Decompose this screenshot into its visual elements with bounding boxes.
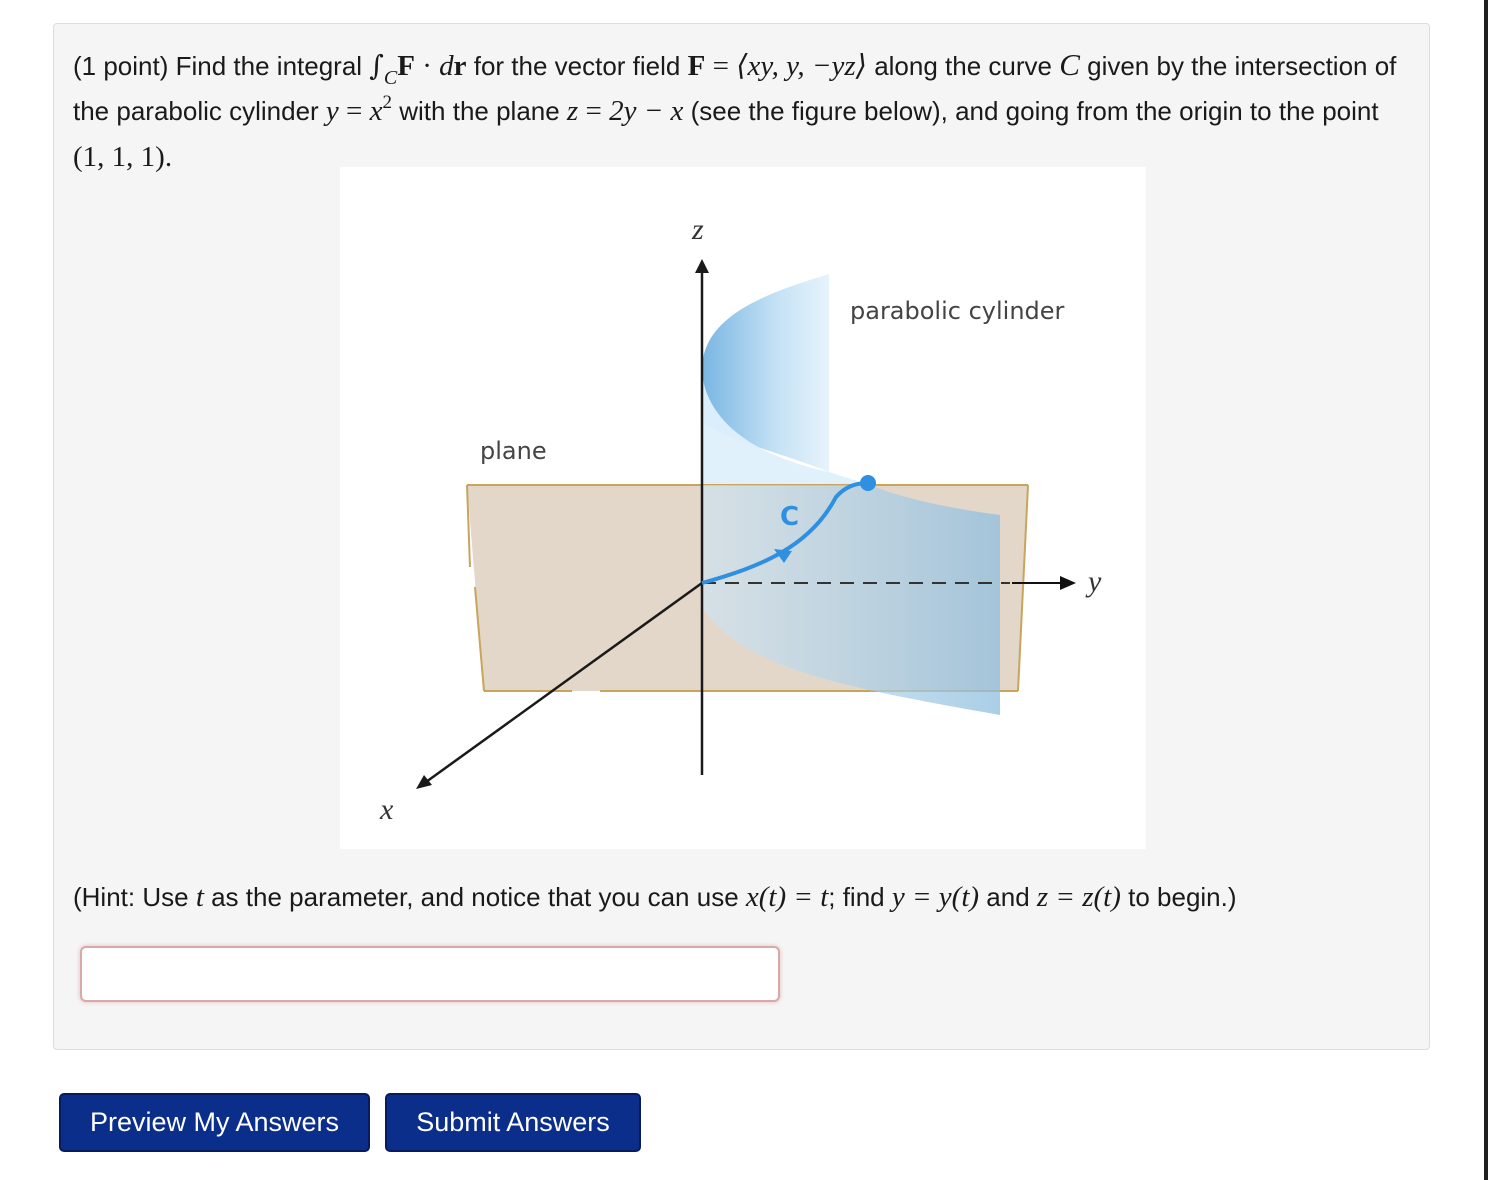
equals-sign: = (578, 95, 610, 127)
plane-rhs: 2y − x (609, 95, 684, 127)
vector-r: r (453, 50, 467, 82)
plane-lhs: z (566, 95, 579, 127)
cylinder-lhs: y (325, 95, 339, 127)
problem-text-part: given by the intersection of the parabolic cylinder (73, 51, 1397, 126)
hint-text-part: as the parameter, and notice that you can use (203, 882, 746, 912)
label-plane: plane (480, 437, 547, 465)
label-x: x (380, 793, 394, 826)
problem-text-part: along the curve (866, 51, 1060, 81)
figure-svg (340, 167, 1146, 849)
problem-points: (1 point) (73, 51, 169, 81)
integral-subscript: C (383, 67, 398, 89)
hint (73, 876, 1423, 918)
hint-x-of-t: x(t) = t (745, 881, 829, 913)
vector-F: F (687, 50, 706, 82)
vector-field-expression: ⟨xy, y, −yz⟩ (736, 50, 867, 82)
hint-text-part: to begin.) (1120, 882, 1237, 912)
curve-C: C (1059, 47, 1080, 82)
preview-answers-button[interactable]: Preview My Answers (59, 1093, 370, 1152)
problem-text-part: (see the figure below), and going from the origin to the point (683, 96, 1379, 126)
integral-sign: ∫ (369, 49, 384, 82)
hint-t: t (195, 881, 204, 913)
hint-text-part: (Hint: Use (73, 882, 196, 912)
label-z: z (692, 213, 704, 246)
label-curve-C: C (780, 502, 800, 532)
hint-z-of-t: z = z(t) (1036, 881, 1121, 913)
window-edge (1484, 0, 1488, 1180)
differential-d: d (439, 50, 454, 82)
equals-sign: = (338, 95, 370, 127)
problem-statement (73, 44, 1413, 178)
hint-text-part: ; find (828, 882, 892, 912)
dot-operator: · (414, 50, 440, 82)
y-axis-arrowhead (1060, 576, 1076, 590)
problem-text-part: with the plane (392, 96, 567, 126)
problem-text-part: Find the integral (175, 51, 370, 81)
submit-answers-button[interactable]: Submit Answers (385, 1093, 641, 1152)
figure (340, 167, 1146, 849)
hint-y-of-t: y = y(t) (891, 881, 980, 913)
label-parabolic-cylinder: parabolic cylinder (850, 297, 1065, 325)
problem-panel (53, 23, 1430, 1050)
hint-text-part: and (979, 882, 1037, 912)
cylinder-exponent: 2 (382, 92, 393, 113)
answer-input[interactable] (80, 946, 780, 1002)
problem-text-part: for the vector field (466, 51, 688, 81)
vector-F: F (397, 50, 415, 82)
label-y: y (1088, 565, 1102, 598)
endpoint: (1, 1, 1) (73, 141, 165, 173)
curve-endpoint (860, 475, 876, 491)
equals-sign: = (705, 50, 737, 82)
cylinder-rhs: x (369, 95, 383, 127)
period: . (164, 141, 173, 173)
x-axis-arrowhead (416, 775, 432, 789)
z-axis-arrowhead (695, 259, 709, 273)
